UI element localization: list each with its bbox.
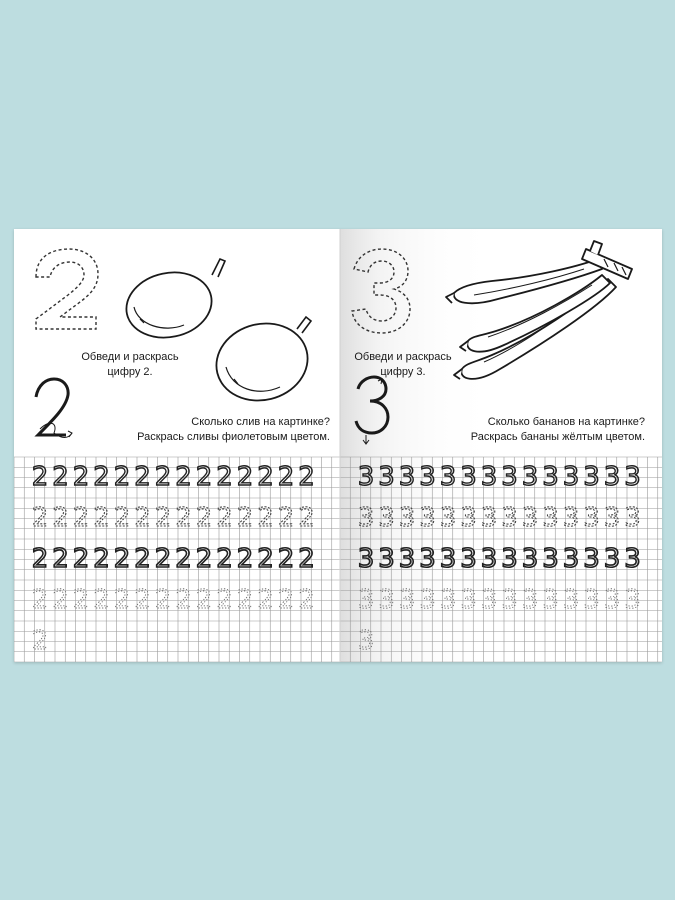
two-practice-digit: 2 <box>31 544 49 574</box>
two-practice-digit: 2 <box>52 503 69 533</box>
three-practice-digit: 3 <box>378 462 395 492</box>
two-practice-digit: 2 <box>113 462 131 492</box>
three-practice-digit: 3 <box>624 462 641 492</box>
two-practice-digit: 2 <box>277 503 295 533</box>
three-practice-digit: 3 <box>398 544 416 574</box>
three-practice-digit: 3 <box>624 585 641 615</box>
three-practice-digit: 3 <box>480 462 498 492</box>
trace-instruction-right <box>342 350 464 380</box>
two-practice-digit: 2 <box>154 462 172 492</box>
three-practice-digit: 3 <box>562 503 580 533</box>
two-practice-digit: 2 <box>195 544 213 574</box>
two-practice-digit: 2 <box>175 585 192 615</box>
two-practice-digit: 2 <box>236 585 254 615</box>
trace-instruction-left-line-1: Обведи и раскрась <box>81 351 179 363</box>
two-practice-digit: 2 <box>216 544 233 574</box>
two-practice-digit: 2 <box>113 503 131 533</box>
question-left <box>74 415 330 445</box>
two-practice-digit: 2 <box>72 503 90 533</box>
three-practice-digit: 3 <box>460 503 477 533</box>
three-practice-digit: 3 <box>378 503 395 533</box>
two-practice-digit: 2 <box>93 544 110 574</box>
two-practice-digit: 2 <box>154 544 172 574</box>
question-right-line-1: Сколько бананов на картинке? <box>487 416 645 428</box>
plum-icon <box>120 259 225 345</box>
three-practice-digit: 3 <box>398 585 416 615</box>
three-practice-digit: 3 <box>419 462 436 492</box>
three-practice-digit: 3 <box>501 585 518 615</box>
two-practice-digit: 2 <box>113 544 131 574</box>
two-practice-digit: 2 <box>113 585 131 615</box>
three-practice-digit: 3 <box>562 544 580 574</box>
question-left-line-2: Раскрась сливы фиолетовым цветом. <box>137 431 330 443</box>
plum-icon-second <box>208 314 316 410</box>
two-practice-digit: 2 <box>277 544 295 574</box>
three-practice-digit: 3 <box>501 503 518 533</box>
three-practice-digit: 3 <box>521 503 539 533</box>
two-practice-digit: 2 <box>298 503 315 533</box>
two-practice-digit: 2 <box>134 503 151 533</box>
three-practice-digit: 3 <box>480 544 498 574</box>
trace-instruction-right-line-2: цифру 3. <box>380 366 426 378</box>
practice-digits-left <box>32 462 315 656</box>
three-practice-digit: 3 <box>357 503 375 533</box>
two-practice-digit: 2 <box>236 544 254 574</box>
three-practice-digit: 3 <box>562 585 580 615</box>
three-practice-digit: 3 <box>624 544 641 574</box>
three-practice-digit: 3 <box>521 462 539 492</box>
question-left-line-1: Сколько слив на картинке? <box>191 416 330 428</box>
three-practice-digit: 3 <box>603 544 621 574</box>
three-practice-digit: 3 <box>398 503 416 533</box>
question-right-line-2: Раскрась бананы жёлтым цветом. <box>470 431 645 443</box>
two-practice-digit: 2 <box>195 585 213 615</box>
two-practice-digit: 2 <box>31 585 49 615</box>
three-practice-digit: 3 <box>419 544 436 574</box>
two-practice-digit: 2 <box>93 462 110 492</box>
two-practice-digit: 2 <box>31 626 49 656</box>
three-practice-digit: 3 <box>583 462 600 492</box>
two-practice-digit: 2 <box>154 503 172 533</box>
three-practice-digit: 3 <box>357 462 375 492</box>
three-practice-digit: 3 <box>583 544 600 574</box>
three-practice-digit: 3 <box>521 544 539 574</box>
three-practice-digit: 3 <box>501 544 518 574</box>
three-practice-digit: 3 <box>439 544 457 574</box>
three-practice-digit: 3 <box>603 462 621 492</box>
two-practice-digit: 2 <box>175 503 192 533</box>
trace-instruction-left <box>70 350 190 380</box>
two-practice-digit: 2 <box>195 462 213 492</box>
two-practice-digit: 2 <box>93 585 110 615</box>
two-practice-digit: 2 <box>93 503 110 533</box>
trace-instruction-right-line-1: Обведи и раскрась <box>354 351 452 363</box>
three-practice-digit: 3 <box>562 462 580 492</box>
three-practice-digit: 3 <box>439 585 457 615</box>
three-practice-digit: 3 <box>480 503 498 533</box>
two-practice-digit: 2 <box>175 544 192 574</box>
three-practice-digit: 3 <box>357 585 375 615</box>
trace-instruction-left-line-2: цифру 2. <box>107 366 153 378</box>
three-practice-digit: 3 <box>419 503 436 533</box>
two-practice-digit: 2 <box>298 585 315 615</box>
two-practice-digit: 2 <box>134 544 151 574</box>
three-practice-digit: 3 <box>542 544 559 574</box>
three-practice-digit: 3 <box>419 585 436 615</box>
three-practice-digit: 3 <box>378 585 395 615</box>
three-practice-digit: 3 <box>357 626 375 656</box>
three-practice-digit: 3 <box>480 585 498 615</box>
two-practice-digit: 2 <box>72 462 90 492</box>
three-practice-digit: 3 <box>460 544 477 574</box>
two-practice-digit: 2 <box>216 503 233 533</box>
three-practice-digit: 3 <box>542 585 559 615</box>
two-practice-digit: 2 <box>298 462 315 492</box>
three-practice-digit: 3 <box>521 585 539 615</box>
three-practice-digit: 3 <box>357 544 375 574</box>
two-practice-digit: 2 <box>31 503 49 533</box>
two-practice-digit: 2 <box>52 462 69 492</box>
three-practice-digit: 3 <box>398 462 416 492</box>
three-practice-digit: 3 <box>603 585 621 615</box>
two-practice-digit: 2 <box>154 585 172 615</box>
two-practice-digit: 2 <box>257 503 274 533</box>
workbook-spread <box>14 229 662 662</box>
question-right <box>390 415 645 445</box>
two-practice-digit: 2 <box>236 462 254 492</box>
two-practice-digit: 2 <box>134 585 151 615</box>
two-practice-digit: 2 <box>277 585 295 615</box>
three-practice-digit: 3 <box>378 544 395 574</box>
two-practice-digit: 2 <box>257 462 274 492</box>
three-practice-digit: 3 <box>460 585 477 615</box>
two-practice-digit: 2 <box>216 462 233 492</box>
three-practice-digit: 3 <box>583 585 600 615</box>
two-practice-digit: 2 <box>52 544 69 574</box>
three-practice-digit: 3 <box>439 462 457 492</box>
two-practice-digit: 2 <box>31 462 49 492</box>
two-practice-digit: 2 <box>216 585 233 615</box>
two-practice-digit: 2 <box>257 585 274 615</box>
two-practice-digit: 2 <box>134 462 151 492</box>
two-practice-digit: 2 <box>277 462 295 492</box>
two-practice-digit: 2 <box>298 544 315 574</box>
two-practice-digit: 2 <box>72 544 90 574</box>
two-practice-digit: 2 <box>52 585 69 615</box>
two-practice-digit: 2 <box>72 585 90 615</box>
two-practice-digit: 2 <box>195 503 213 533</box>
three-practice-digit: 3 <box>583 503 600 533</box>
workbook-artwork <box>14 229 662 662</box>
sample-digit-two <box>36 379 68 435</box>
three-practice-digit: 3 <box>542 462 559 492</box>
two-practice-digit: 2 <box>236 503 254 533</box>
two-practice-digit: 2 <box>257 544 274 574</box>
three-practice-digit: 3 <box>439 503 457 533</box>
two-practice-digit: 2 <box>175 462 192 492</box>
three-practice-digit: 3 <box>460 462 477 492</box>
three-practice-digit: 3 <box>501 462 518 492</box>
outlined-digit-two <box>36 249 98 329</box>
three-practice-digit: 3 <box>603 503 621 533</box>
three-practice-digit: 3 <box>542 503 559 533</box>
three-practice-digit: 3 <box>624 503 641 533</box>
